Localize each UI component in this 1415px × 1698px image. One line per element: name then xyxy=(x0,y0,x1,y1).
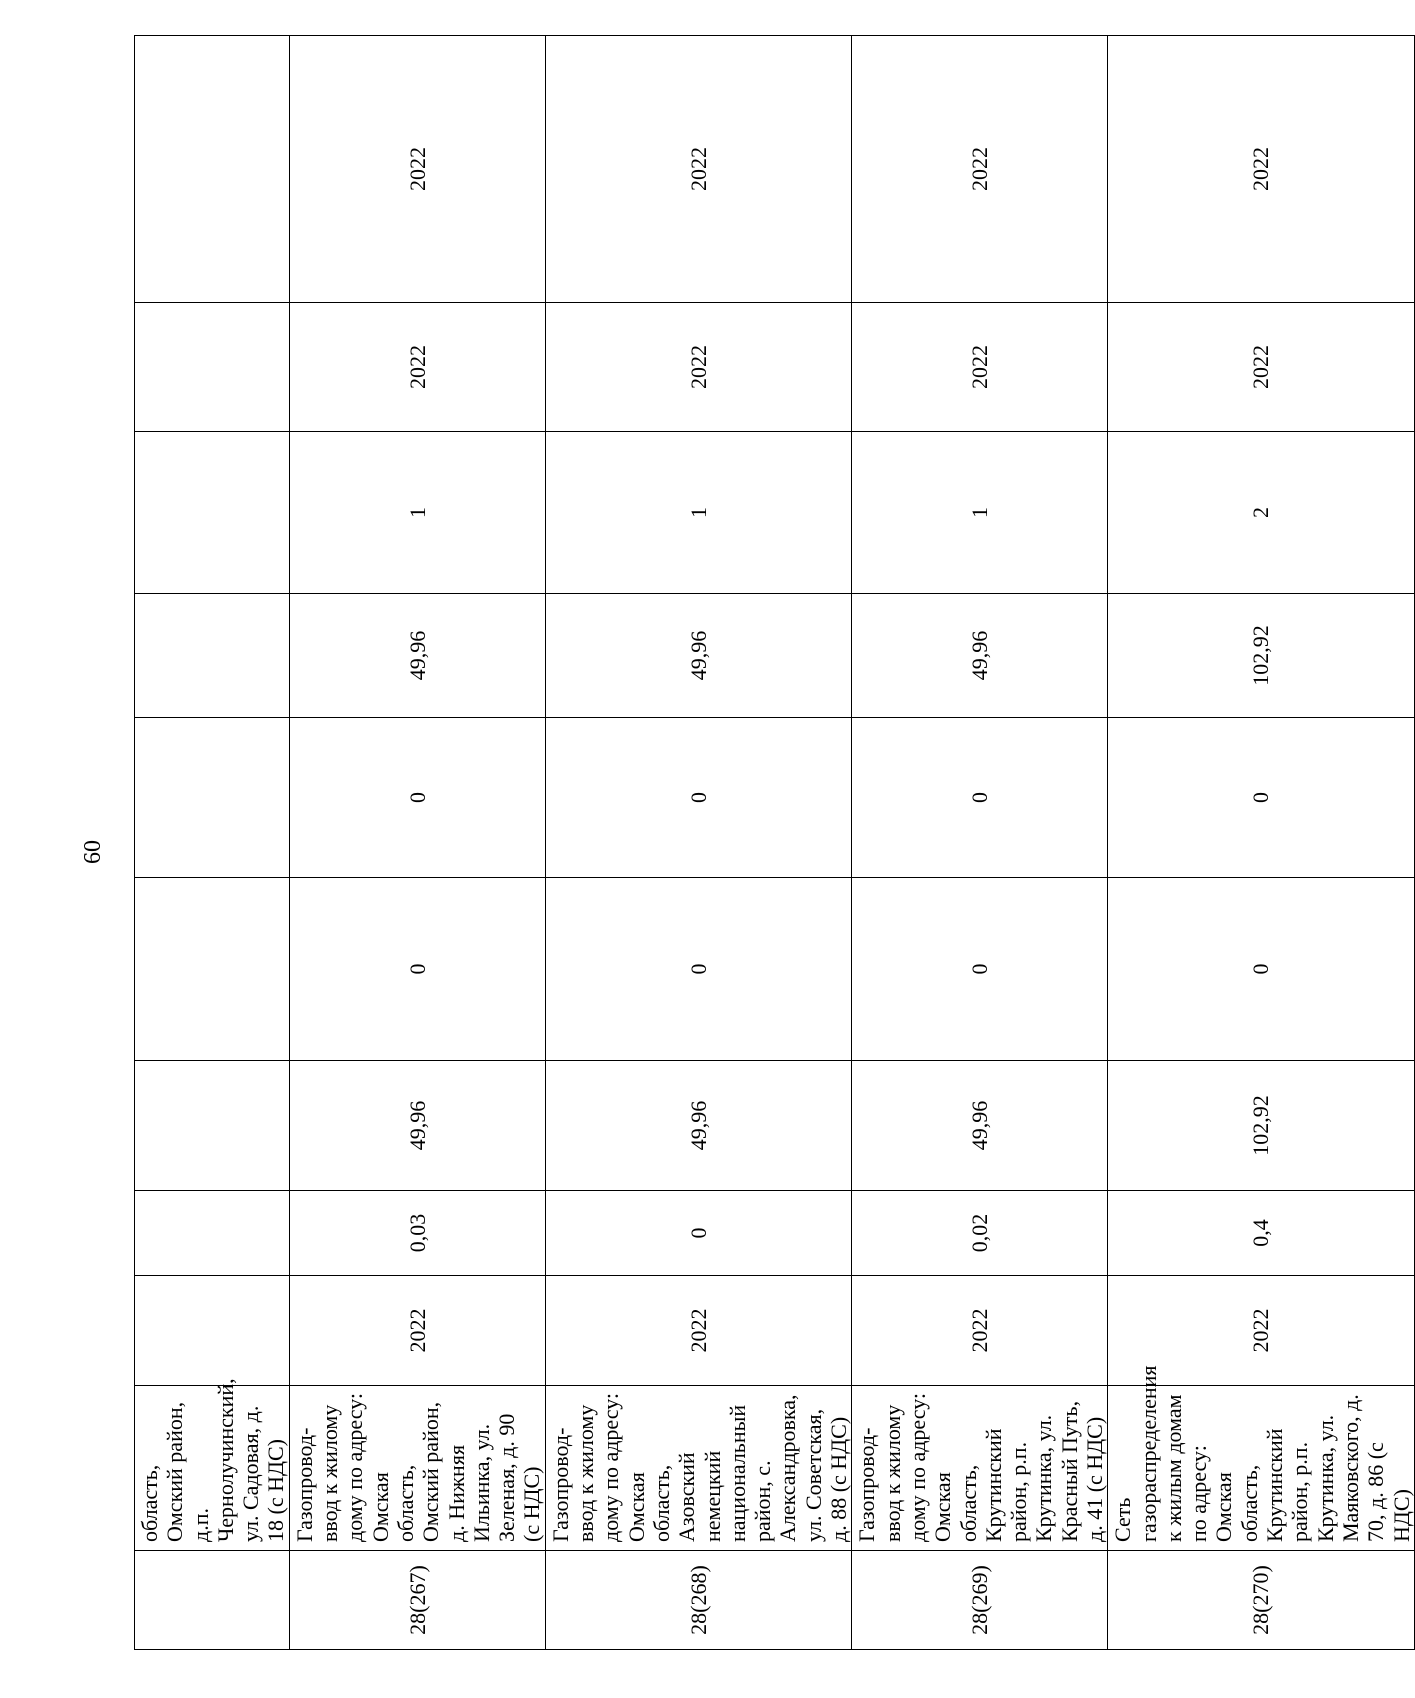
object-description: Газопровод-ввод к жилому дому по адресу: Омская область, Азовский немецкий национальный район, с. Александровка, ул. Советская, д. 88 (с НДС) xyxy=(545,1386,852,1551)
table-row xyxy=(135,36,290,1650)
year-cell: 2022 xyxy=(289,36,545,303)
value-cell: 2 xyxy=(1108,432,1415,594)
object-description: Газопровод-ввод к жилому дому по адресу: Омская область, Омский район, д. Нижняя Ильинка, ул. Зеленая, д. 90 (с НДС) xyxy=(289,1386,545,1551)
year-start: 2022 xyxy=(545,1276,852,1386)
year-cell xyxy=(135,303,290,432)
value-cell: 0,02 xyxy=(852,1191,1108,1276)
object-description: область, Омский район, д.п. Чернолучинский, ул. Садовая, д. 18 (с НДС) xyxy=(135,1386,290,1551)
value-cell: 49,96 xyxy=(852,594,1108,718)
year-cell: 2022 xyxy=(1108,303,1415,432)
row-number: 28(270) xyxy=(1108,1551,1415,1650)
row-number: 28(269) xyxy=(852,1551,1108,1650)
row-number: 28(267) xyxy=(289,1551,545,1650)
data-table xyxy=(134,35,1415,1650)
year-cell: 2022 xyxy=(545,36,852,303)
value-cell: 0 xyxy=(545,718,852,878)
value-cell xyxy=(135,432,290,594)
row-number: 28(268) xyxy=(545,1551,852,1650)
table-row xyxy=(852,36,1108,1650)
year-cell: 2022 xyxy=(852,36,1108,303)
value-cell: 1 xyxy=(289,432,545,594)
table-row xyxy=(1108,36,1415,1650)
value-cell xyxy=(135,1191,290,1276)
year-start: 2022 xyxy=(289,1276,545,1386)
year-cell: 2022 xyxy=(852,303,1108,432)
value-cell: 49,96 xyxy=(852,1061,1108,1191)
value-cell: 49,96 xyxy=(545,1061,852,1191)
table-row xyxy=(545,36,852,1650)
value-cell xyxy=(135,1061,290,1191)
year-start: 2022 xyxy=(852,1276,1108,1386)
object-description: Газопровод-ввод к жилому дому по адресу: Омская область, Крутинский район, р.п. Крутинка, ул. Красный Путь, д. 41 (с НДС) xyxy=(852,1386,1108,1551)
value-cell: 1 xyxy=(852,432,1108,594)
value-cell: 49,96 xyxy=(289,594,545,718)
value-cell xyxy=(135,594,290,718)
row-number xyxy=(135,1551,290,1650)
value-cell: 0 xyxy=(1108,718,1415,878)
table-row xyxy=(289,36,545,1650)
value-cell xyxy=(135,718,290,878)
value-cell: 102,92 xyxy=(1108,1061,1415,1191)
value-cell: 0 xyxy=(289,718,545,878)
value-cell: 0 xyxy=(289,878,545,1061)
value-cell: 0,4 xyxy=(1108,1191,1415,1276)
value-cell xyxy=(135,878,290,1061)
year-cell: 2022 xyxy=(289,303,545,432)
year-cell: 2022 xyxy=(1108,36,1415,303)
year-start xyxy=(135,1276,290,1386)
value-cell: 0 xyxy=(545,878,852,1061)
value-cell: 0 xyxy=(545,1191,852,1276)
value-cell: 0 xyxy=(852,878,1108,1061)
year-start: 2022 xyxy=(1108,1276,1415,1386)
value-cell: 49,96 xyxy=(545,594,852,718)
page-number: 60 xyxy=(79,840,106,864)
year-cell xyxy=(135,36,290,303)
value-cell: 102,92 xyxy=(1108,594,1415,718)
year-cell: 2022 xyxy=(545,303,852,432)
value-cell: 0 xyxy=(1108,878,1415,1061)
rotated-table-container xyxy=(134,36,1414,1650)
value-cell: 49,96 xyxy=(289,1061,545,1191)
object-description: Сеть газораспределения к жилым домам по адресу: Омская область, Крутинский район, р.п. Крутинка, ул. Маяковского, д. 70, д. 86 (с НДС) xyxy=(1108,1386,1415,1551)
value-cell: 0 xyxy=(852,718,1108,878)
value-cell: 1 xyxy=(545,432,852,594)
value-cell: 0,03 xyxy=(289,1191,545,1276)
